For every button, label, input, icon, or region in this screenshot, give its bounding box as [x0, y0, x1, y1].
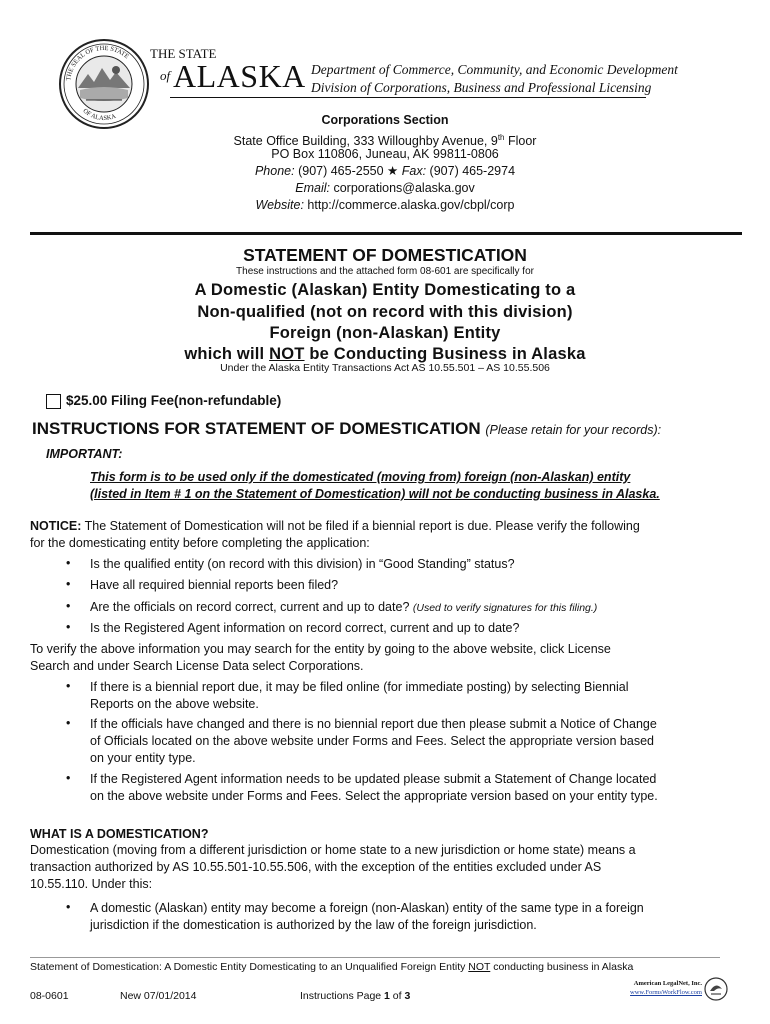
list-item-cont: on the above website under Forms and Fees. Select the appropriate version based on your entity type. [90, 789, 658, 803]
title-line-3: Foreign (non-Alaskan) Entity [269, 324, 501, 342]
form-date: New 07/01/2014 [120, 990, 197, 1002]
bullet-icon: • [66, 900, 71, 914]
title-line-2: Non-qualified (not on record with this division) [197, 303, 573, 321]
email-link[interactable]: corporations@alaska.gov [333, 181, 475, 195]
website-line: Website: http://commerce.alaska.gov/cbpl/corp [255, 198, 515, 212]
verify-paragraph: To verify the above information you may search for the entity by going to the above website, click License [30, 642, 611, 656]
website-link[interactable]: http://commerce.alaska.gov/cbpl/corp [307, 198, 515, 212]
po-box-line: PO Box 110806, Juneau, AK 99811-0806 [271, 147, 499, 161]
notice-paragraph: NOTICE: The Statement of Domestication will not be filed if a biennial report is due. Please verify the following [30, 519, 640, 533]
footer-rule [30, 957, 720, 958]
svg-text:OF ALASKA: OF ALASKA [81, 107, 117, 123]
instructions-note: (Please retain for your records): [485, 423, 662, 437]
bullet-icon: • [66, 716, 71, 730]
bullet-icon: • [66, 679, 71, 693]
list-item-cont: jurisdiction if the domestication is authorized by the law of the foreign jurisdiction. [90, 918, 537, 932]
alaska-wordmark: ALASKA [173, 58, 306, 94]
publisher-link[interactable]: www.FormsWorkFlow.com [630, 989, 702, 996]
statute-reference: Under the Alaska Entity Transactions Act AS 10.55.501 – AS 10.55.506 [220, 362, 550, 374]
list-item: Is the qualified entity (on record with this division) in “Good Standing” status? [90, 557, 515, 571]
list-item: If there is a biennial report due, it may be filed online (for immediate posting) by selecting Biennial [90, 680, 629, 694]
publisher-logo-icon [704, 977, 728, 1001]
list-item: Are the officials on record correct, current and up to date? (Used to verify signatures for this filing.) [90, 600, 598, 614]
bullet-icon: • [66, 620, 71, 634]
form-usage-note-1: This form is to be used only if the domesticated (moving from) foreign (non-Alaskan) entity [90, 470, 631, 484]
title-subtext: These instructions and the attached form 08-601 are specifically for [236, 266, 534, 277]
title-line-4: which will NOT be Conducting Business in Alaska [184, 345, 586, 363]
list-item-cont: on your entity type. [90, 751, 196, 765]
publisher-credit: American LegalNet, Inc. www.FormsWorkFlow.com [630, 980, 702, 996]
bullet-icon: • [66, 599, 71, 613]
section-name: Corporations Section [321, 113, 449, 127]
verify-paragraph-cont: Search and under Search License Data select Corporations. [30, 659, 364, 673]
list-item: If the Registered Agent information needs to be updated please submit a Statement of Change located [90, 772, 657, 786]
email-line: Email: corporations@alaska.gov [295, 181, 475, 195]
section-divider [30, 232, 742, 235]
seal-text: THE SEAL OF THE STATE [65, 44, 131, 82]
document-title: STATEMENT OF DOMESTICATION [243, 245, 527, 265]
list-item-cont: Reports on the above website. [90, 697, 259, 711]
filing-fee-checkbox[interactable] [46, 394, 61, 409]
star-icon: ★ [387, 164, 399, 178]
domestication-paragraph: Domestication (moving from a different jurisdiction or home state to a new jurisdiction or home state) means a [30, 843, 636, 857]
list-item: A domestic (Alaskan) entity may become a foreign (non-Alaskan) entity of the same type in a foreign [90, 901, 644, 915]
footer-title: Statement of Domestication: A Domestic Entity Domesticating to an Unqualified Foreign Entity NOT conducting business in Alaska [30, 961, 634, 973]
filing-fee-label: $25.00 Filing Fee(non-refundable) [66, 393, 282, 408]
the-state-label: THE STATE [150, 46, 217, 61]
bullet-icon: • [66, 771, 71, 785]
list-item-cont: of Officials located on the above website under Forms and Fees. Select the appropriate version based [90, 734, 654, 748]
form-usage-note-2: (listed in Item # 1 on the Statement of Domestication) will not be conducting business in Alaska. [90, 487, 660, 501]
of-label: of [160, 68, 171, 83]
important-label: IMPORTANT: [46, 447, 123, 461]
list-item: Is the Registered Agent information on record correct, current and up to date? [90, 621, 520, 635]
list-item: Have all required biennial reports been filed? [90, 578, 339, 592]
notice-paragraph-cont: for the domesticating entity before completing the application: [30, 536, 370, 550]
header-rule [170, 97, 646, 98]
division-name: Division of Corporations, Business and Professional Licensing [311, 80, 652, 95]
bullet-icon: • [66, 577, 71, 591]
list-item: If the officials have changed and there is no biennial report due then please submit a Notice of Change [90, 717, 657, 731]
address-line: State Office Building, 333 Willoughby Avenue, 9th Floor [233, 133, 537, 149]
department-name: Department of Commerce, Community, and Economic Development [311, 62, 678, 77]
title-line-1: A Domestic (Alaskan) Entity Domesticating to a [194, 281, 576, 299]
bullet-icon: • [66, 556, 71, 570]
bullet-note: (Used to verify signatures for this filing.) [412, 602, 598, 614]
form-number: 08-0601 [30, 990, 69, 1002]
domestication-paragraph-cont: 10.55.110. Under this: [30, 877, 153, 891]
domestication-heading: WHAT IS A DOMESTICATION? [30, 827, 209, 841]
domestication-paragraph-cont: transaction authorized by AS 10.55.501-10.55.506, with the exception of the entities excluded under AS [30, 860, 602, 874]
phone-fax-line: Phone: (907) 465-2550 ★ Fax: (907) 465-2974 [254, 164, 516, 178]
page-indicator: Instructions Page 1 of 3 [300, 990, 411, 1002]
instructions-heading: INSTRUCTIONS FOR STATEMENT OF DOMESTICATION (Please retain for your records): [32, 419, 662, 438]
